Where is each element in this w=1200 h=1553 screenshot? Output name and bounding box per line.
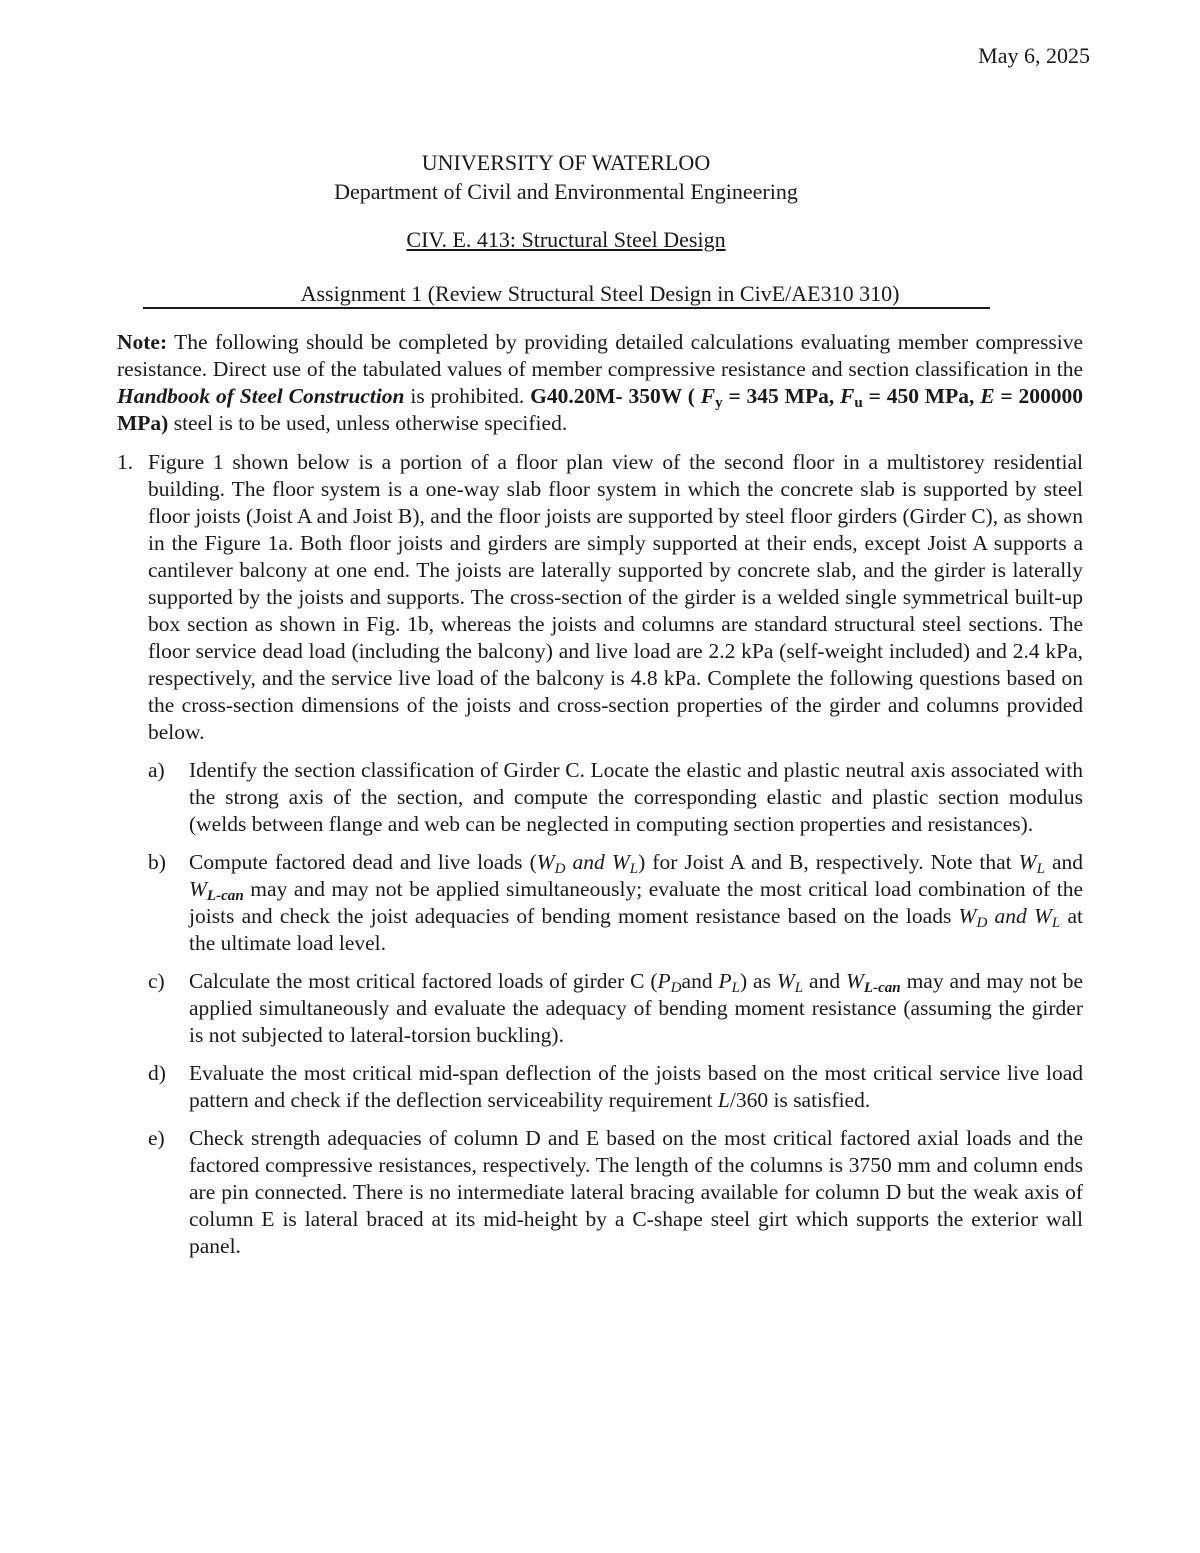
- subpart-b-text-1: Compute factored dead and live loads (: [189, 850, 537, 874]
- wl-subscript-c: L: [794, 979, 804, 996]
- wl-subscript-3: L: [1051, 914, 1061, 931]
- wl-symbol-2: W: [1018, 850, 1037, 874]
- subpart-d-text-1: Evaluate the most critical mid-span deflection of the joists based on the most critical service live load pattern and check if the deflection serviceability requirement: [189, 1061, 1083, 1112]
- subpart-c-text-2: ) as: [740, 969, 777, 993]
- subpart-b-text-4: may and may not be applied simultaneously; evaluate the most critical load combination of the joists and check the joist adequacies of bending moment resistance based on the loads: [189, 877, 1083, 928]
- question-1: [117, 449, 1083, 1260]
- document-date: May 6, 2025: [978, 43, 1090, 68]
- wl-symbol: W: [611, 850, 630, 874]
- wl-symbol-3: W: [1033, 904, 1052, 928]
- subpart-a: [148, 757, 1083, 838]
- wd-subscript-2: D: [976, 914, 988, 931]
- fy-value: = 345 MPa,: [722, 384, 841, 408]
- e-symbol: E: [980, 384, 995, 408]
- pl-symbol: P: [718, 969, 732, 993]
- university-name: UNIVERSITY OF WATERLOO: [421, 150, 711, 175]
- question-1-text: Figure 1 shown below is a portion of a floor plan view of the second floor in a multistorey residential building. The floor system is a one-way slab floor system in which the concrete slab is supported by steel floor joists (Joist A and Joist B), and the floor joists are supported by steel floor girders (Girder C), as shown in the Figure 1a. Both floor joists and girders are simply supported at their ends, except Joist A supports a cantilever balcony at one end. The joists are laterally supported by concrete slab, and the girder is laterally supported by the joists and supports. The cross-section of the girder is a welded single symmetrical built-up box section as shown in Fig. 1b, whereas the joists and columns are standard structural steel sections. The floor service dead load (including the balcony) and live load are 2.2 kPa (self-weight included) and 2.4 kPa, respectively, and the service live load of the balcony is 4.8 kPa. Complete the following questions based on the cross-section dimensions of the joists and cross-section properties of the girder and columns provided below.: [148, 450, 1083, 744]
- subpart-b-text-3: and: [1044, 850, 1084, 874]
- subpart-c-text: [189, 968, 1083, 1049]
- course-title-text: CIV. E. 413: Structural Steel Design: [406, 227, 726, 252]
- fy-subscript: y: [715, 394, 723, 411]
- department-name: Department of Civil and Environmental Engineering: [334, 179, 798, 204]
- pd-subscript: D: [670, 979, 682, 996]
- subpart-c-letter: c): [148, 969, 165, 993]
- note-text-3: steel is to be used, unless otherwise specified.: [168, 411, 568, 435]
- subpart-b: [148, 849, 1083, 957]
- subpart-c-text-4: may and may not be applied simultaneously and evaluate the adequacy of bending moment resistance (assuming the girder is not subjected to lateral-torsion buckling).: [189, 969, 1083, 1047]
- subpart-d-letter: d): [148, 1061, 166, 1085]
- wlcan-subscript: L-can: [206, 887, 244, 904]
- course-title: [0, 226, 1132, 253]
- wl-subscript: L: [629, 860, 639, 877]
- subpart-a-text: Identify the section classification of Girder C. Locate the elastic and plastic neutral axis associated with the strong axis of the section, and compute the corresponding elastic and plastic section modulus (welds between flange and web can be neglected in computing section properties and resistances).: [189, 758, 1083, 836]
- fu-value: = 450 MPa,: [862, 384, 981, 408]
- note-text-1: The following should be completed by providing detailed calculations evaluating member compressive resistance. Direct use of the tabulated values of member compressive resistance and section classification in the: [117, 330, 1083, 381]
- wl-symbol-c: W: [776, 969, 795, 993]
- handbook-title: Handbook of Steel Construction: [117, 384, 405, 408]
- subpart-d-text-2: /360 is satisfied.: [729, 1088, 871, 1112]
- subpart-c-text-1: Calculate the most critical factored loads of girder C (: [189, 969, 658, 993]
- subpart-b-text-2: ) for Joist A and B, respectively. Note that: [638, 850, 1019, 874]
- fy-symbol: F: [700, 384, 716, 408]
- subpart-e-letter: e): [148, 1126, 165, 1150]
- title-divider: [143, 307, 990, 309]
- wl-subscript-2: L: [1036, 860, 1045, 877]
- wlcan-symbol: W: [189, 877, 207, 901]
- and-word-2: and: [987, 904, 1034, 928]
- question-1-subparts: [117, 757, 1083, 1260]
- span-length-symbol: L: [717, 1088, 730, 1112]
- wd-symbol-2: W: [958, 904, 977, 928]
- assignment-title: Assignment 1 (Review Structural Steel Design in CivE/AE310 310): [300, 281, 900, 306]
- wlcan-symbol-c: W: [845, 969, 864, 993]
- subpart-c-text-3: and: [803, 969, 846, 993]
- subpart-a-letter: a): [148, 758, 165, 782]
- fu-symbol: F: [840, 384, 855, 408]
- note-label: Note:: [117, 330, 168, 354]
- steel-grade-label: G40.20M- 350W (: [530, 384, 695, 408]
- and-word: and: [565, 850, 612, 874]
- pd-symbol: P: [657, 969, 671, 993]
- document-header: [0, 148, 1132, 206]
- subpart-e: [148, 1125, 1083, 1260]
- wlcan-subscript-c: L-can: [863, 979, 901, 996]
- pl-subscript: L: [731, 979, 740, 996]
- note-paragraph: [117, 329, 1083, 437]
- and-word-c: and: [681, 969, 719, 993]
- subpart-b-text: [189, 849, 1083, 957]
- question-1-number: 1.: [117, 450, 134, 474]
- wd-subscript: D: [554, 860, 566, 877]
- fu-subscript: u: [854, 394, 863, 411]
- wd-symbol: W: [536, 850, 555, 874]
- e-value: = 200000 MPa): [117, 384, 1083, 435]
- subpart-b-text-5: at the ultimate load level.: [189, 904, 1083, 955]
- subpart-e-text: Check strength adequacies of column D and E based on the most critical factored axial loads and the factored compressive resistances, respectively. The length of the columns is 3750 mm and column ends are pin connected. There is no intermediate lateral bracing available for column D but the weak axis of column E is lateral braced at its mid-height by a C-shape steel girt which supports the exterior wall panel.: [189, 1126, 1083, 1258]
- subpart-c: [148, 968, 1083, 1049]
- note-text-2: is prohibited.: [404, 384, 531, 408]
- subpart-b-letter: b): [148, 850, 166, 874]
- subpart-d-text: [189, 1060, 1083, 1114]
- subpart-d: [148, 1060, 1083, 1114]
